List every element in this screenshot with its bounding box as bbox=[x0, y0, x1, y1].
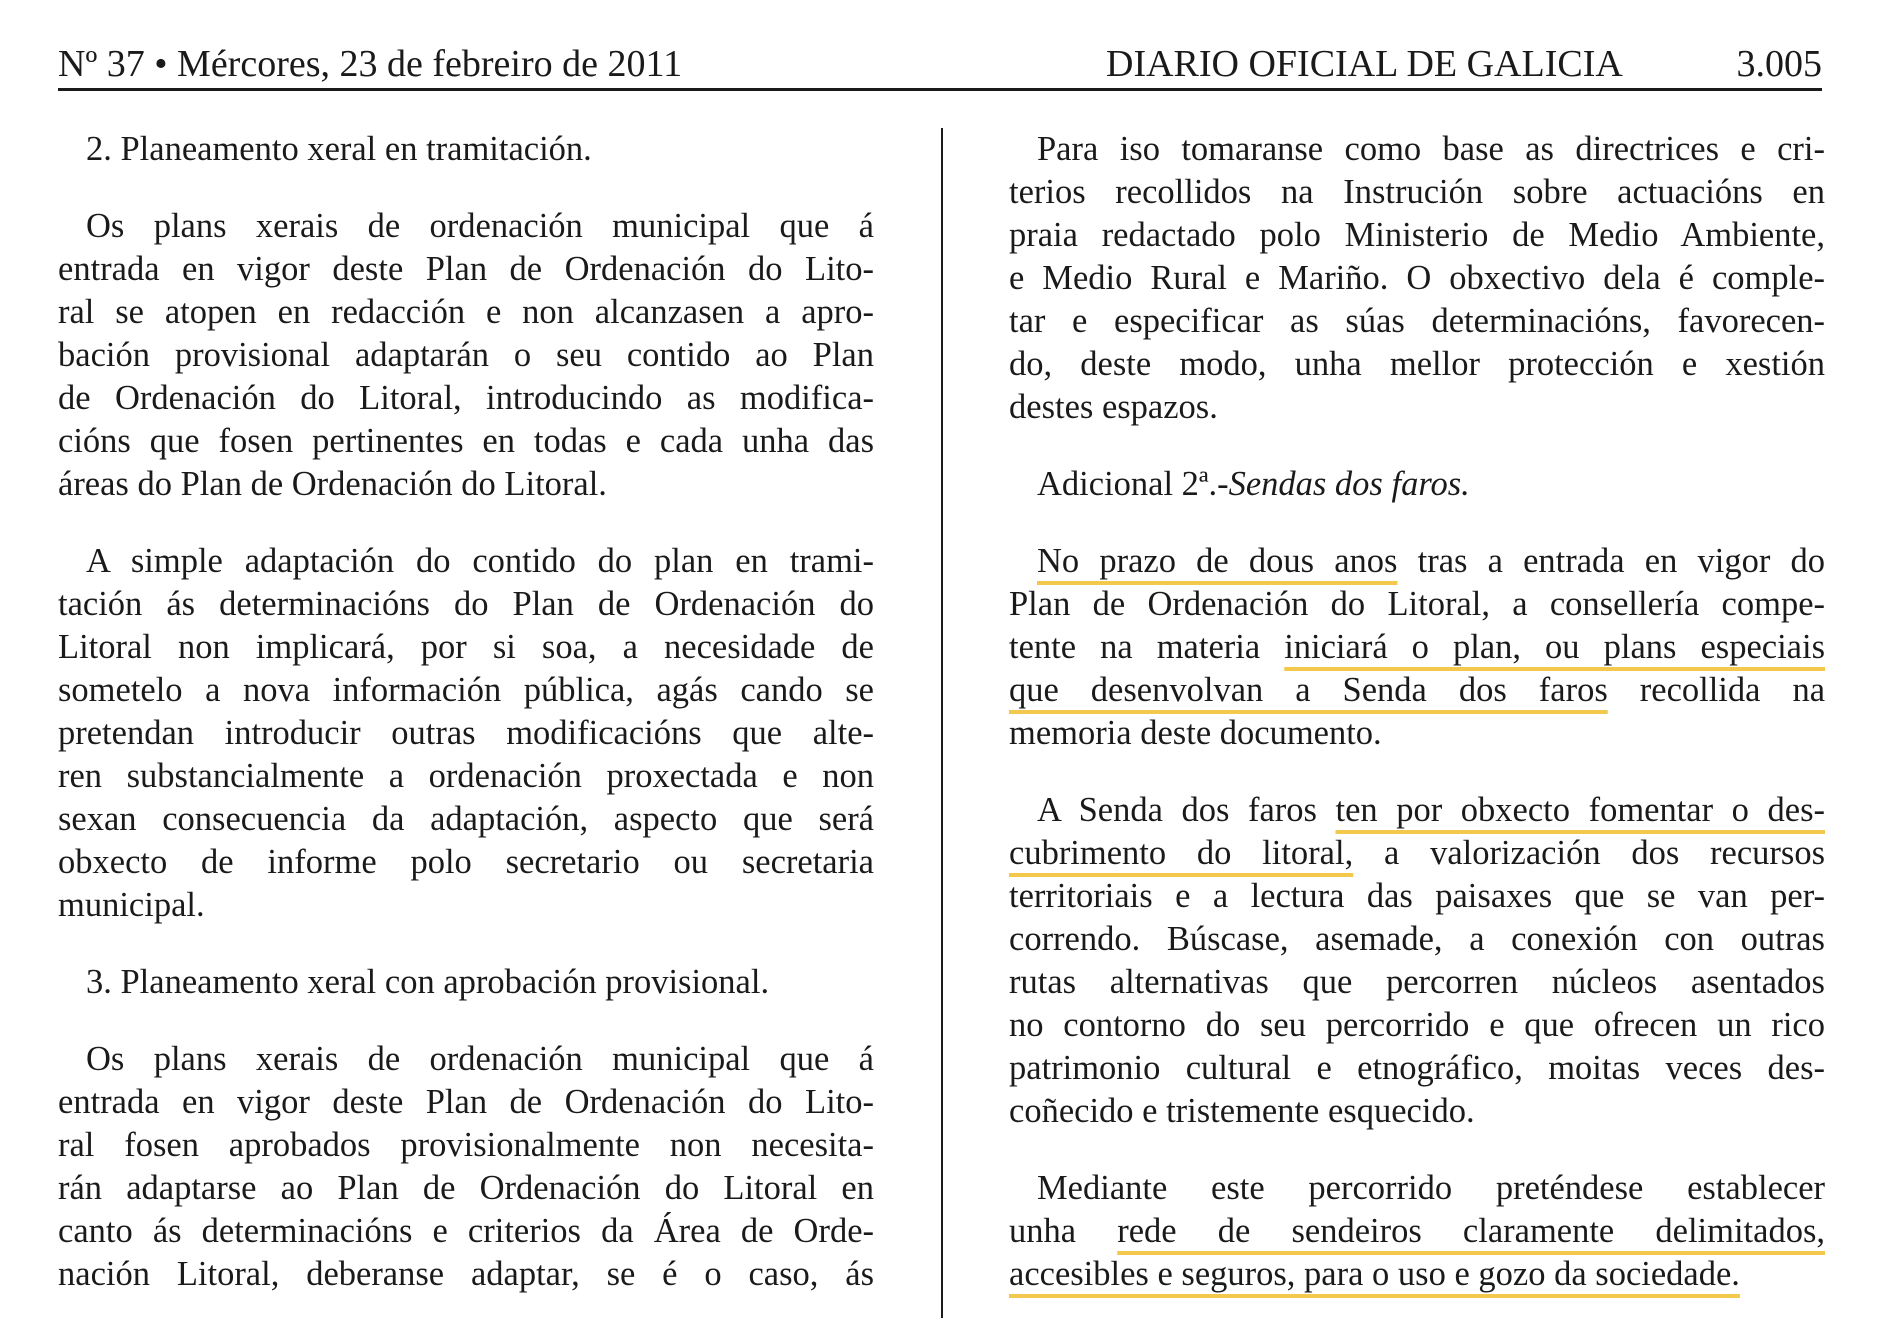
highlight-obxecto: ten por obxecto fomentar o des- bbox=[1335, 791, 1825, 829]
paragraph-plans-redaccion: Os plans xerais de ordenación municipal que á entrada en vigor deste Plan de Ordenación do Lito- ral se atopen en redacción e non alcanzasen a apro- bación provisional adaptarán o seu contido ao Plan de Ordenación do Litoral, introducindo as modifica- cións que fosen pertinentes en todas e cada unha das áreas do Plan de Ordenación do Litoral. bbox=[58, 207, 874, 503]
paragraph-percorrido: Mediante este percorrido preténdese establecer unha rede de sendeiros claramente delimitados, accesibles e seguros, para o uso e gozo da sociedade. bbox=[1009, 1169, 1825, 1293]
highlight-descubrimento: cubrimento do litoral, bbox=[1009, 834, 1354, 872]
paragraph-aprobacion-provisional: Os plans xerais de ordenación municipal que á entrada en vigor deste Plan de Ordenación do Lito- ral fosen aprobados provisionalmente non necesita- rán adaptarse ao Plan de Ordenación do Litoral en canto ás determinacións e criterios da Área de Orde- nación Litoral, deberanse adaptar, se é o caso, ás bbox=[58, 1040, 874, 1293]
left-column bbox=[58, 128, 874, 1296]
issue-date: Nº 37 • Mércores, 23 de febreiro de 2011 bbox=[58, 43, 683, 85]
highlight-prazo: No prazo de dous anos bbox=[1037, 542, 1398, 580]
highlight-accesibles: accesibles e seguros, para o uso e gozo da sociedade. bbox=[1009, 1255, 1740, 1293]
highlight-rede: rede de sendeiros claramente delimitados, bbox=[1117, 1212, 1825, 1250]
paragraph-senda: A Senda dos faros ten por obxecto fomentar o des- cubrimento do litoral, a valorización dos recursos territoriais e a lectura das paisaxes que se van per- correndo. Búscase, asemade, a conexión con outras rutas alternativas que percorren núcleos asentados no contorno do seu percorrido e que ofrecen un rico patrimonio cultural e etnográfico, moitas veces des- coñecido e tristemente esquecido. bbox=[1009, 791, 1825, 1130]
page-number: 3.005 bbox=[1736, 43, 1822, 85]
paragraph-simple-adaptacion: A simple adaptación do contido do plan en trami- tación ás determinacións do Plan de Ordenación do Litoral non implicará, por si soa, a necesidade de sometelo a nova información pública, agás cando se pretendan introducir outras modificacións que alte- ren substancialmente a ordenación proxectada e non sexan consecuencia da adaptación, aspecto que será obxecto de informe polo secretario ou secretaria municipal. bbox=[58, 542, 874, 924]
section-heading-2: 2. Planeamento xeral en tramitación. bbox=[86, 130, 592, 168]
adicional-heading: Adicional 2ª.-Sendas dos faros. bbox=[1037, 465, 1470, 503]
highlight-iniciara: iniciará o plan, ou plans especiais bbox=[1284, 628, 1826, 666]
paragraph-prazo: No prazo de dous anos tras a entrada en vigor do Plan de Ordenación do Litoral, a consellería compe- tente na materia iniciará o plan, ou plans especiais que desenvolvan a Senda dos faros recollida na memoria deste documento. bbox=[1009, 542, 1826, 752]
page-header bbox=[58, 40, 1822, 91]
right-column bbox=[1009, 128, 1825, 1296]
publication-title: DIARIO OFICIAL DE GALICIA bbox=[1106, 43, 1623, 85]
highlight-desenvolvan: que desenvolvan a Senda dos faros bbox=[1009, 671, 1608, 709]
paragraph-directrices: Para iso tomaranse como base as directrices e cri- terios recollidos na Instrución sobre actuacións en praia redactado polo Ministerio de Medio Ambiente, e Medio Rural e Mariño. O obxectivo dela é comple- tar e especificar as súas determinacións, favorecen- do, deste modo, unha mellor protección e xestión destes espazos. bbox=[1009, 130, 1825, 426]
section-heading-3: 3. Planeamento xeral con aprobación provisional. bbox=[86, 963, 770, 1001]
column-divider bbox=[941, 128, 943, 1318]
